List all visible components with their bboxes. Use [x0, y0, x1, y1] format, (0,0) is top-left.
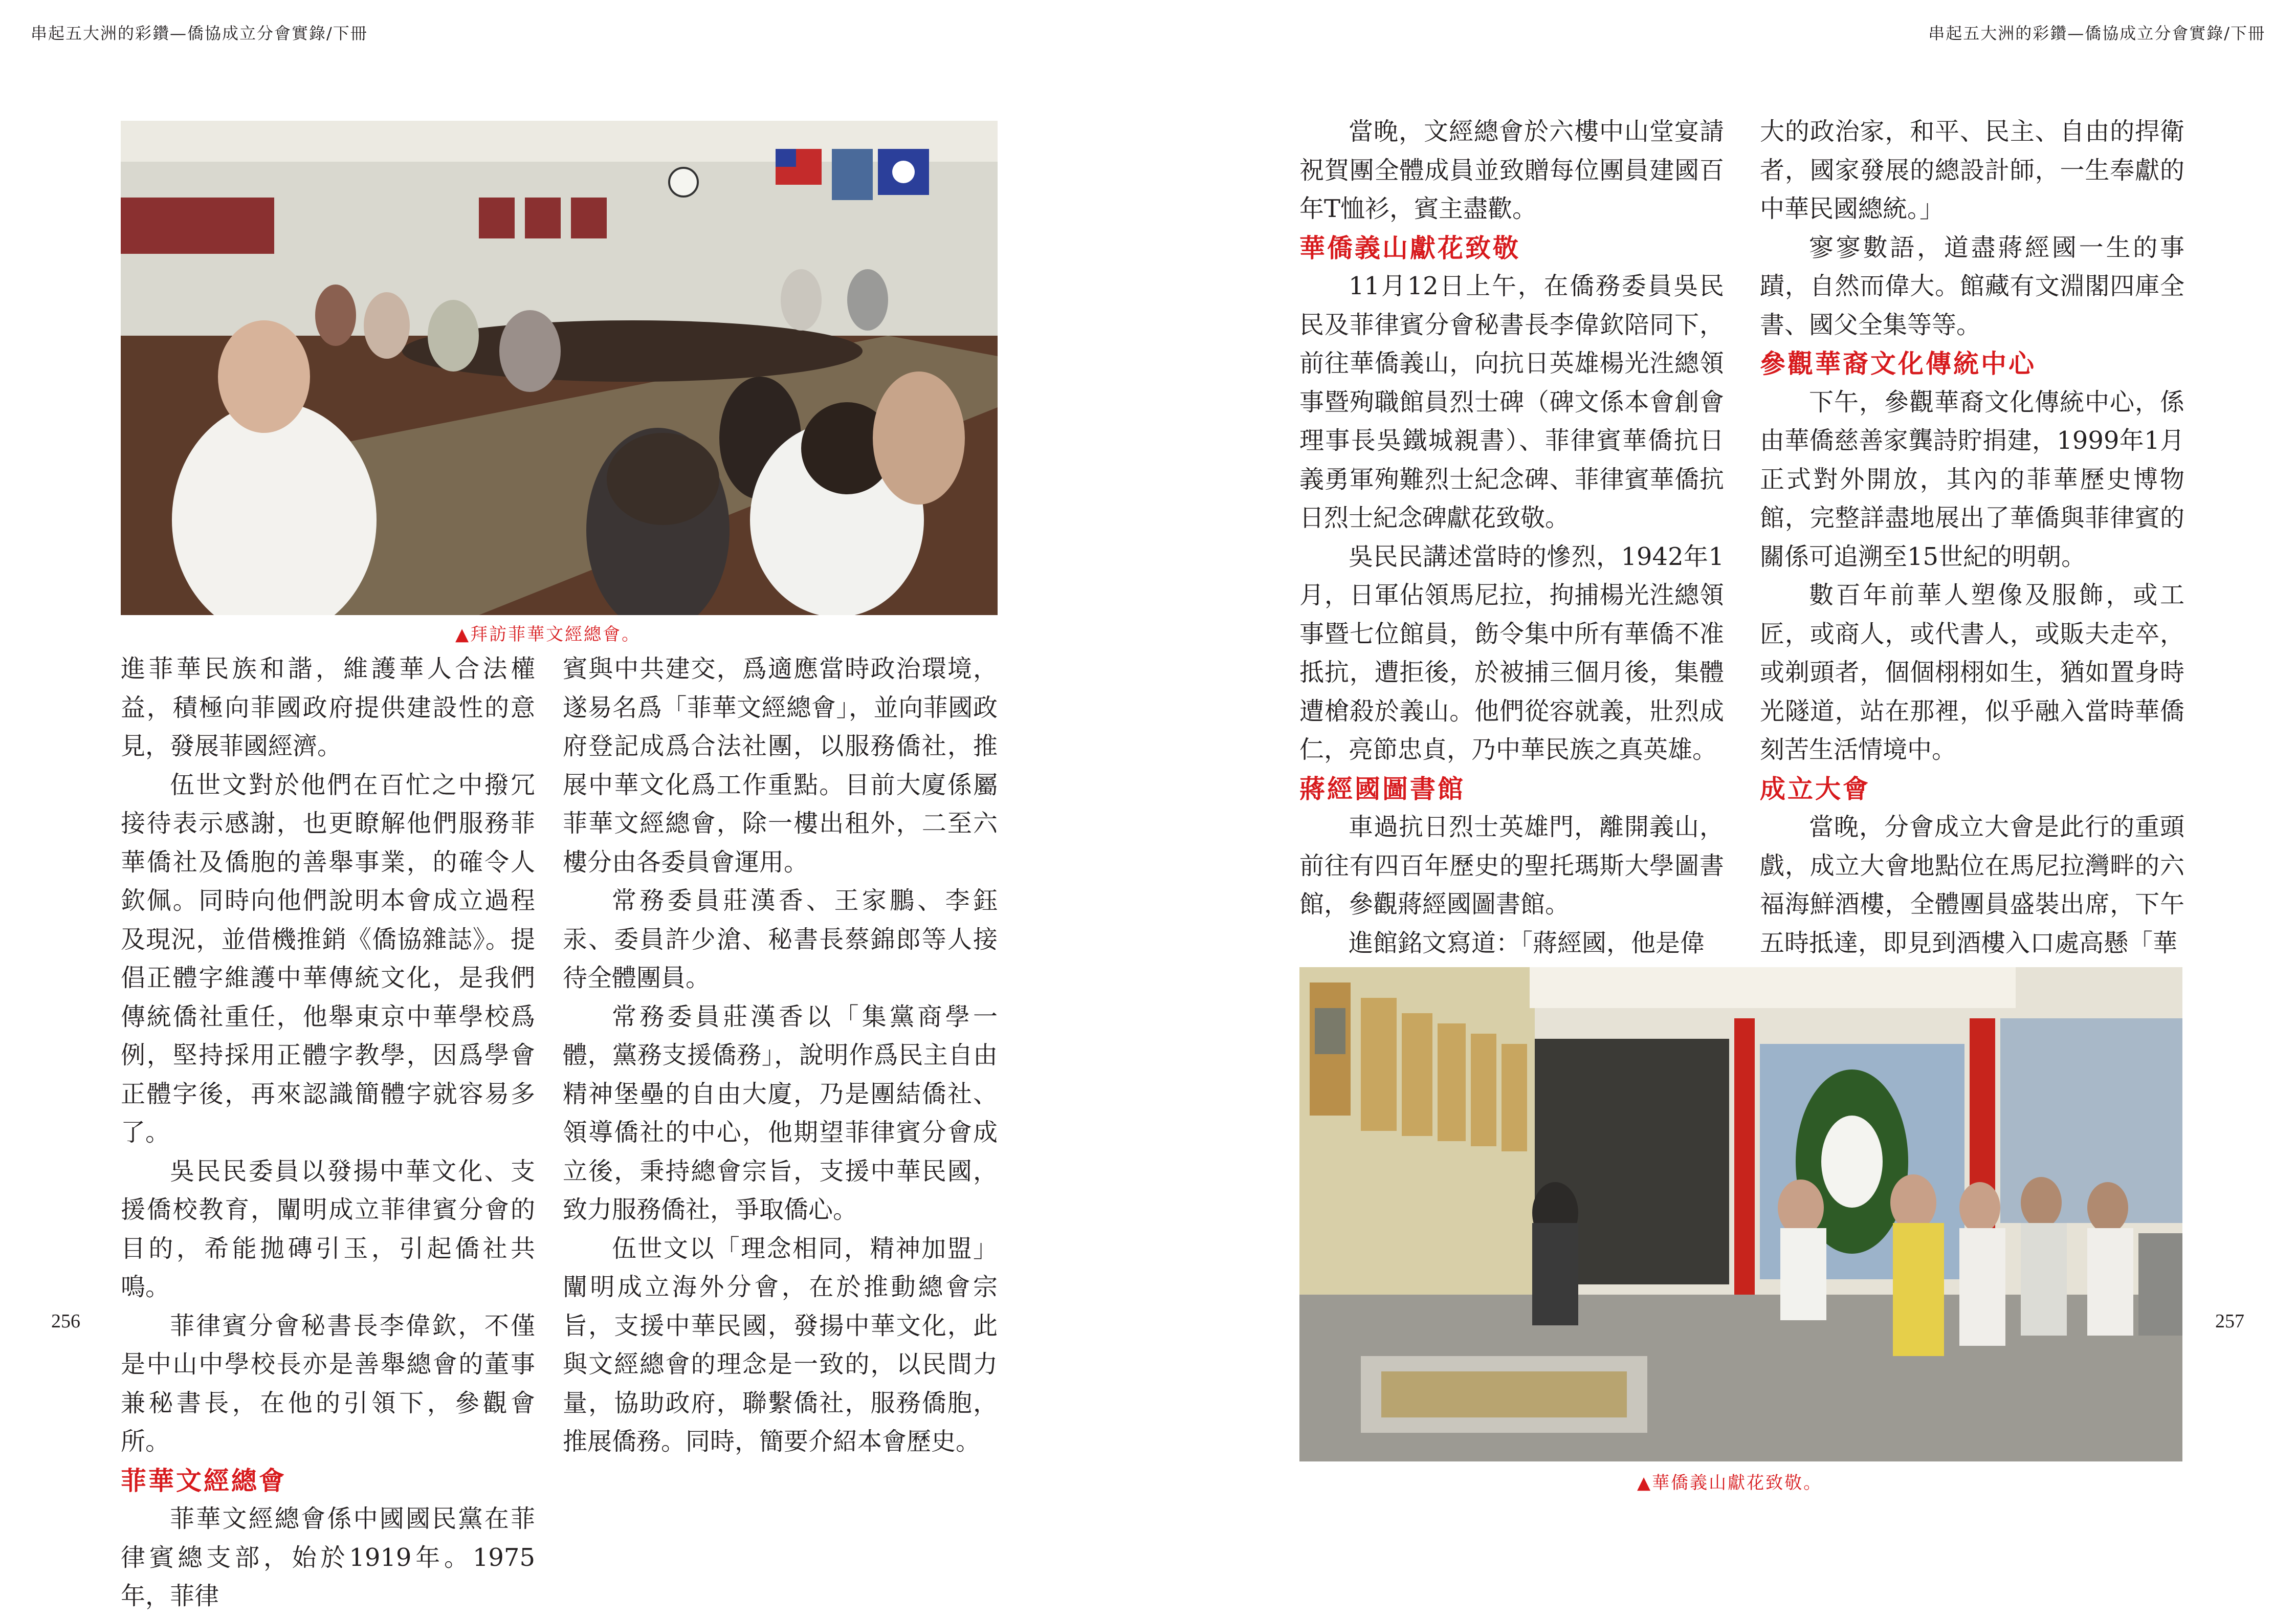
meeting-photo [121, 121, 998, 615]
section-heading: 蔣經國圖書館 [1299, 773, 1465, 804]
paragraph: 賓與中共建交，爲適應當時政治環境，遂易名爲「菲華文經總會」，並向菲國政府登記成爲合法社團，以服務僑社，推展中華文化爲工作重點。目前大廈係屬菲華文經總會，除一樓出租外，二至六樓分由各委員會運用。 [563, 654, 998, 877]
paragraph: 大的政治家，和平、民主、自由的捍衛者，國家發展的總設計師，一生奉獻的中華民國總統。」 [1760, 117, 2184, 223]
section-heading: 參觀華裔文化傳統中心 [1760, 348, 2036, 379]
text-column-4 [1760, 113, 2184, 963]
paragraph: 當晚，分會成立大會是此行的重頭戲，成立大會地點位在馬尼拉灣畔的六福海鮮酒樓，全體團員盛裝出席，下午五時抵達，即見到酒樓入口處高懸「華 [1760, 813, 2184, 957]
paragraph: 車過抗日烈士英雄門，離開義山，前往有四百年歷史的聖托瑪斯大學圖書館，參觀蔣經國圖書館。 [1299, 813, 1724, 919]
running-header-right: 串起五大洲的彩鑽—僑協成立分會實錄/下冊 [1928, 24, 2265, 43]
paragraph: 吳民民講述當時的慘烈，1942年1月，日軍佔領馬尼拉，拘捕楊光泩總領事暨七位館員，飭令集中所有華僑不准抵抗，遭拒後，於被捕三個月後，集體遭槍殺於義山。他們從容就義，壯烈成仁，亮節忠貞，乃中華民族之真英雄。 [1299, 542, 1724, 764]
paragraph: 伍世文對於他們在百忙之中撥冗接待表示感謝，也更瞭解他們服務菲華僑社及僑胞的善舉事業，的確令人欽佩。同時向他們說明本會成立過程及現況，並借機推銷《僑協雜誌》。提倡正體字維護中華傳統文化，是我們傳統僑社重任，他舉東京中華學校爲例，堅持採用正體字教學，因爲學會正體字後，再來認識簡體字就容易多了。 [121, 770, 535, 1147]
paragraph: 數百年前華人塑像及服飾，或工匠，或商人，或代書人，或販夫走卒，或剃頭者，個個栩栩如生，猶如置身時光隧道，站在那裡，似乎融入當時華僑刻苦生活情境中。 [1760, 581, 2184, 764]
paragraph: 當晚，文經總會於六樓中山堂宴請祝賀團全體成員並致贈每位團員建國百年T恤衫，賓主盡歡。 [1299, 117, 1724, 223]
paragraph: 常務委員莊漢香以「集黨商學一體，黨務支援僑務」，說明作爲民主自由精神堡壘的自由大廈，乃是團結僑社、領導僑社的中心，他期望菲律賓分會成立後，秉持總會宗旨，支援中華民國，致力服務僑社，爭取僑心。 [563, 1002, 998, 1224]
paragraph: 常務委員莊漢香、王家鵬、李鈺汞、委員許少滄、秘書長蔡錦郎等人接待全體團員。 [563, 886, 998, 992]
paragraph: 進菲華民族和諧，維護華人合法權益，積極向菲國政府提供建設性的意見，發展菲國經濟。 [121, 654, 535, 760]
paragraph: 11月12日上午，在僑務委員吳民民及菲律賓分會秘書長李偉欽陪同下，前往華僑義山，向抗日英雄楊光泩總領事暨殉職館員烈士碑（碑文係本會創會理事長吳鐵城親書）、菲律賓華僑抗日義勇軍殉難烈士紀念碑、菲律賓華僑抗日烈士紀念碑獻花致敬。 [1299, 272, 1724, 532]
paragraph: 菲華文經總會係中國國民黨在菲律賓總支部，始於1919年。1975年，菲律 [121, 1504, 535, 1610]
running-header-left: 串起五大洲的彩鑽—僑協成立分會實錄/下冊 [31, 24, 368, 43]
section-heading: 成立大會 [1760, 773, 1870, 804]
photo2-caption: ▲華僑義山獻花致敬。 [1637, 1473, 1823, 1493]
page-number-left: 256 [51, 1311, 80, 1332]
section-heading: 菲華文經總會 [121, 1465, 286, 1496]
paragraph: 伍世文以「理念相同，精神加盟」闡明成立海外分會，在於推動總會宗旨，支援中華民國，發揚中華文化，此與文經總會的理念是一致的，以民間力量，協助政府，聯繫僑社，服務僑胞，推展僑務。同時，簡要介紹本會歷史。 [563, 1234, 998, 1456]
text-column-2 [563, 650, 998, 1461]
photo1-caption: ▲拜訪菲華文經總會。 [455, 624, 641, 645]
memorial-photo [1299, 967, 2182, 1461]
page-number-right: 257 [2215, 1311, 2244, 1332]
text-column-3 [1299, 113, 1724, 963]
text-column-1 [121, 650, 535, 1616]
paragraph: 進館銘文寫道：「蔣經國，他是偉 [1349, 928, 1705, 957]
paragraph: 寥寥數語，道盡蔣經國一生的事蹟，自然而偉大。館藏有文淵閣四庫全書、國父全集等等。 [1760, 233, 2184, 339]
paragraph: 菲律賓分會秘書長李偉欽，不僅是中山中學校長亦是善舉總會的董事兼秘書長，在他的引領下，參觀會所。 [121, 1311, 535, 1456]
section-heading: 華僑義山獻花致敬 [1299, 232, 1520, 263]
paragraph: 吳民民委員以發揚中華文化、支援僑校教育，闡明成立菲律賓分會的目的，希能拋磚引玉，引起僑社共鳴。 [121, 1156, 535, 1301]
paragraph: 下午，參觀華裔文化傳統中心，係由華僑慈善家龔詩貯捐建，1999年1月正式對外開放，其內的菲華歷史博物館，完整詳盡地展出了華僑與菲律賓的關係可追溯至15世紀的明朝。 [1760, 387, 2184, 571]
